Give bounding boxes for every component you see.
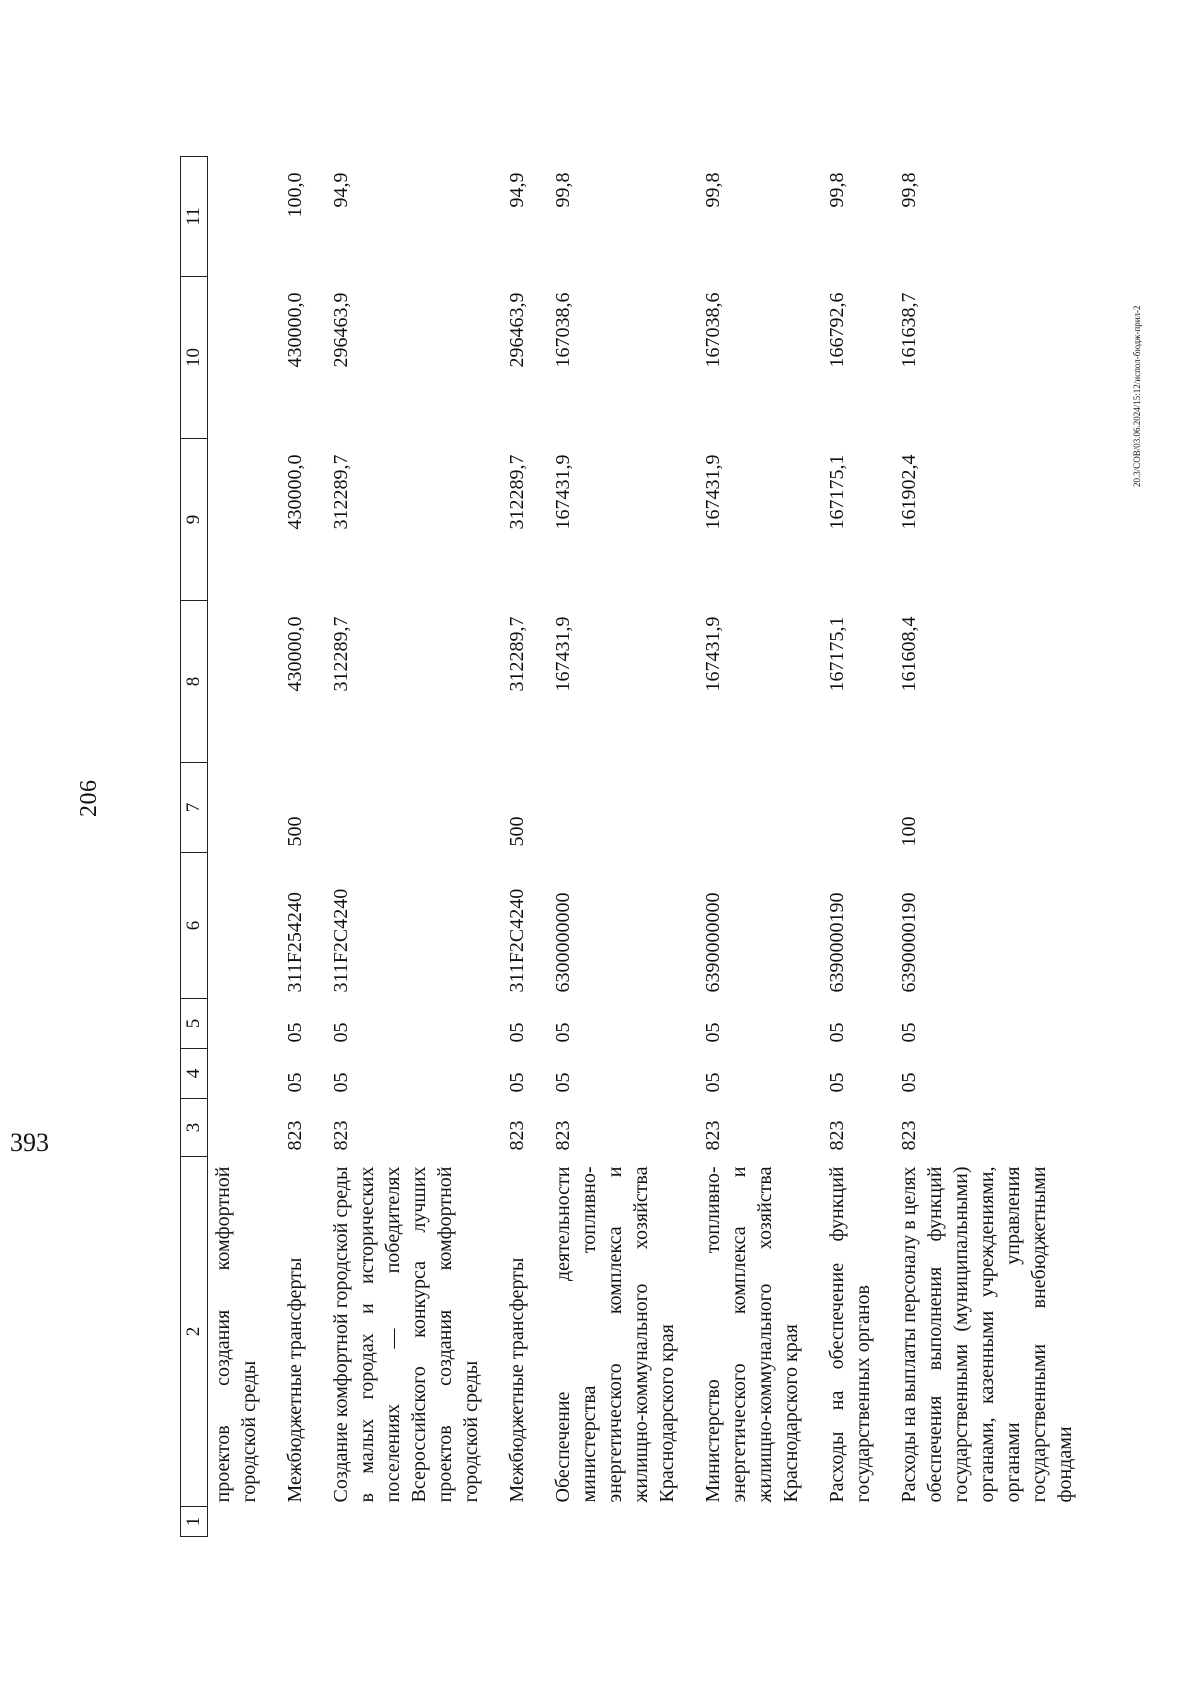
table-cell-col11: 99,8 [552,172,574,208]
table-row [272,157,318,1537]
table-cell-col10: 166792,6 [826,292,848,368]
table-cell-col8: 167431,9 [552,616,574,692]
table-cell-col1 [494,1507,540,1537]
table-cell-col11: 99,8 [898,172,920,208]
header-col-8: 8 [181,601,208,763]
table-cell-col8: 430000,0 [284,616,306,692]
table-cell-col6: 6390000190 [826,892,848,993]
sheet-number: 393 [10,1128,49,1157]
header-col-10: 10 [181,277,208,439]
header-col-1: 1 [181,1507,208,1537]
table-cell-col4: 05 [506,1072,528,1093]
table-row [690,157,814,1537]
table-cell-col2: Обеспечение деятельности министерства топливно-энергетического комплекса и жилищно-коммунального хозяйства Краснодарского края [552,1166,678,1503]
table-cell-col1 [886,1507,1088,1537]
table-cell-col11: 100,0 [284,172,306,218]
table-cell-col4: 05 [330,1072,352,1093]
table-cell-col5: 05 [284,1022,306,1043]
table-cell-col8: 161608,4 [898,616,920,692]
table-cell-col9: 167175,1 [826,454,848,530]
table-cell-col4: 05 [826,1072,848,1093]
table-cell-col10: 161638,7 [898,292,920,368]
table-cell-col7 [318,763,494,853]
table-cell-col11: 99,8 [826,172,848,208]
page-number: 206 [76,779,102,817]
table-cell-col2: Межбюджетные трансферты [284,1257,306,1503]
table-cell-col3: 823 [330,1120,352,1151]
table-row [494,157,540,1537]
table-cell-col6: 6300000000 [552,892,574,993]
table-cell-col7 [540,763,690,853]
table-cell-col1 [272,1507,318,1537]
table-cell-col11: 99,8 [702,172,724,208]
table-cell-col1 [540,1507,690,1537]
table-cell-col5: 05 [552,1022,574,1043]
table-cell-col10: 296463,9 [506,292,528,368]
table-cell-col10: 430000,0 [284,292,306,368]
table-cell-col4 [208,1049,273,1099]
table-cell-col6: 6390000000 [702,892,724,993]
table-cell-col9: 312289,7 [506,454,528,530]
table-cell-col7 [690,763,814,853]
table-cell-col2: Межбюджетные трансферты [506,1257,528,1503]
header-col-2: 2 [181,1157,208,1507]
header-col-6: 6 [181,853,208,999]
table-header [181,157,208,1537]
table-cell-col11: 94,9 [330,172,352,208]
table-cell-col9 [208,439,273,601]
table-cell-col7: 500 [284,816,306,847]
table-row [318,157,494,1537]
table-cell-col7: 100 [898,816,920,847]
table-cell-col8: 312289,7 [506,616,528,692]
header-col-4: 4 [181,1049,208,1099]
header-col-9: 9 [181,439,208,601]
table-body [208,157,1089,1537]
table-cell-col11: 94,9 [506,172,528,208]
table-cell-col7 [208,763,273,853]
table-cell-col9: 161902,4 [898,454,920,530]
table-cell-col10 [208,277,273,439]
table-cell-col5: 05 [702,1022,724,1043]
table-cell-col2: проектов создания комфортной городской среды [212,1166,260,1503]
table-cell-col3: 823 [284,1120,306,1151]
table-cell-col1 [690,1507,814,1537]
table-cell-col2: Расходы на обеспечение функций государственных органов [826,1166,874,1503]
table-cell-col10: 167038,6 [702,292,724,368]
header-col-5: 5 [181,999,208,1049]
table-cell-col7: 500 [506,816,528,847]
table-cell-col11 [208,157,273,277]
table-cell-col4: 05 [702,1072,724,1093]
header-row [181,157,208,1537]
header-col-7: 7 [181,763,208,853]
table-cell-col2: Расходы на выплаты персоналу в целях обеспечения выполнения функций государственными (муниципальными) органами, казенными учреждениями, органами управления государственными внебюджетными фондами [898,1166,1076,1503]
table-cell-col8: 167175,1 [826,616,848,692]
table-cell-col6 [208,853,273,999]
table-cell-col8 [208,601,273,763]
table-cell-col3: 823 [552,1120,574,1151]
table-cell-col8: 312289,7 [330,616,352,692]
table-cell-col5: 05 [898,1022,920,1043]
table-cell-col3 [208,1099,273,1157]
table-cell-col5: 05 [330,1022,352,1043]
table-cell-col6: 311F2C4240 [506,888,528,993]
table-row [540,157,690,1537]
table-cell-col9: 312289,7 [330,454,352,530]
table-cell-col1 [208,1507,273,1537]
table-cell-col5 [208,999,273,1049]
table-cell-col9: 167431,9 [552,454,574,530]
table-cell-col3: 823 [506,1120,528,1151]
table-cell-col7 [814,763,886,853]
table-cell-col3: 823 [826,1120,848,1151]
table-cell-col10: 167038,6 [552,292,574,368]
table-cell-col1 [814,1507,886,1537]
table-cell-col6: 6390000190 [898,892,920,993]
table-row [886,157,1088,1537]
header-col-3: 3 [181,1099,208,1157]
table-cell-col3: 823 [898,1120,920,1151]
table-cell-col9: 167431,9 [702,454,724,530]
table-row [208,157,273,1537]
table-cell-col3: 823 [702,1120,724,1151]
table-row [814,157,886,1537]
table-cell-col6: 311F254240 [284,892,306,993]
budget-table [180,156,1088,1537]
document-stamp: 20.3/СОВ/03.06.2024/15:12/испол-бюдж-прил-2 [1132,305,1142,487]
table-cell-col9: 430000,0 [284,454,306,530]
table-cell-col1 [318,1507,494,1537]
table-cell-col5: 05 [506,1022,528,1043]
table-cell-col4: 05 [284,1072,306,1093]
table-cell-col8: 167431,9 [702,616,724,692]
table-cell-col4: 05 [898,1072,920,1093]
header-col-11: 11 [181,157,208,277]
table-cell-col4: 05 [552,1072,574,1093]
table-cell-col10: 296463,9 [330,292,352,368]
table-cell-col2: Создание комфортной городской среды в малых городах и исторических поселениях — победителях Всероссийского конкурса лучших проектов создания комфортной городской среды [330,1166,482,1503]
table-cell-col5: 05 [826,1022,848,1043]
table-cell-col2: Министерство топливно-энергетического комплекса и жилищно-коммунального хозяйства Краснодарского края [702,1166,802,1503]
table-cell-col6: 311F2C4240 [330,888,352,993]
